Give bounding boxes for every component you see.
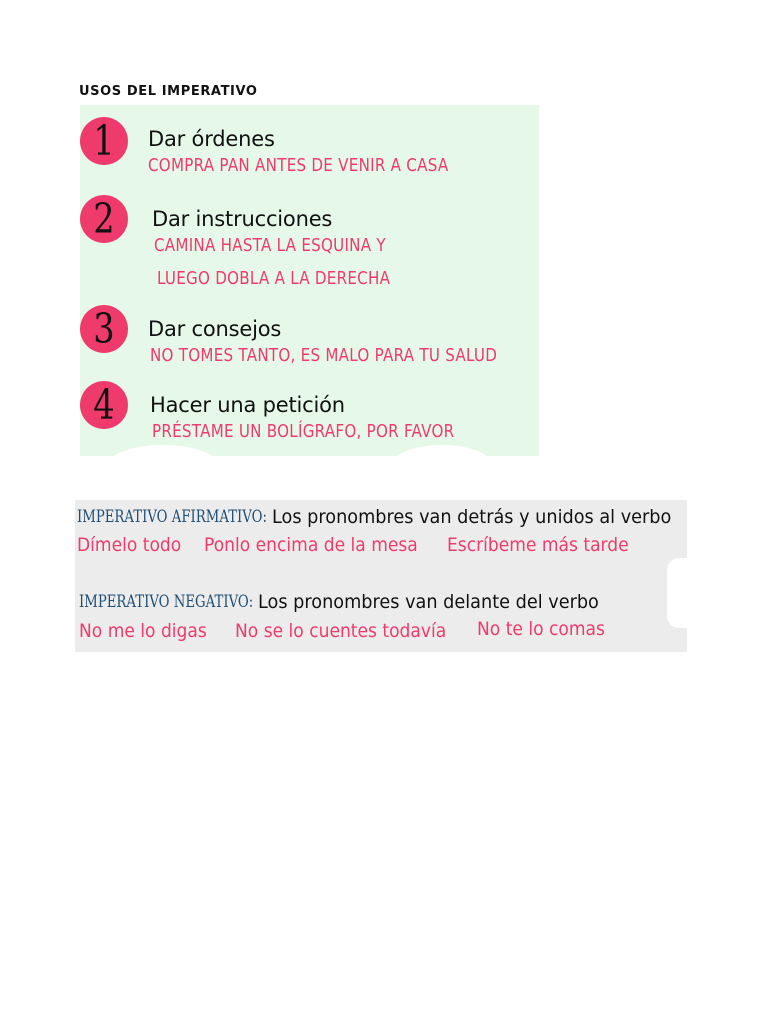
badge-number: 4 — [93, 381, 115, 429]
negative-rule: Los pronombres van delante del verbo — [258, 591, 599, 613]
number-badge-4 — [80, 381, 128, 429]
affirmative-example-3: Escríbeme más tarde — [447, 534, 629, 556]
affirmative-label: IMPERATIVO AFIRMATIVO: — [77, 507, 267, 527]
uses-card — [80, 105, 539, 456]
pronouns-card — [75, 500, 687, 652]
use-example-1: COMPRA PAN ANTES DE VENIR A CASA — [148, 155, 449, 176]
negative-label: IMPERATIVO NEGATIVO: — [79, 592, 254, 612]
affirmative-example-2: Ponlo encima de la mesa — [204, 534, 418, 556]
affirmative-example-1: Dímelo todo — [77, 534, 182, 556]
negative-example-2: No se lo cuentes todavía — [235, 620, 447, 642]
badge-number: 2 — [93, 195, 115, 243]
number-badge-2 — [80, 195, 128, 243]
number-badge-3 — [80, 305, 128, 353]
affirmative-rule: Los pronombres van detrás y unidos al verbo — [272, 506, 672, 528]
use-title-2: Dar instrucciones — [152, 207, 333, 231]
card-notch-decoration — [667, 558, 687, 628]
badge-number: 1 — [93, 117, 115, 165]
use-title-4: Hacer una petición — [150, 393, 345, 417]
use-title-3: Dar consejos — [148, 317, 282, 341]
number-badge-1 — [80, 117, 128, 165]
cloud-decoration-left — [108, 445, 218, 456]
cloud-decoration-right — [392, 445, 492, 456]
use-example-2-line-2: LUEGO DOBLA A LA DERECHA — [157, 268, 391, 289]
use-example-4: PRÉSTAME UN BOLÍGRAFO, POR FAVOR — [152, 421, 455, 442]
use-example-3: NO TOMES TANTO, ES MALO PARA TU SALUD — [150, 345, 498, 366]
use-title-1: Dar órdenes — [148, 127, 275, 151]
negative-example-3: No te lo comas — [477, 618, 605, 640]
negative-example-1: No me lo digas — [79, 620, 207, 642]
page-heading: USOS DEL IMPERATIVO — [79, 84, 258, 99]
badge-number: 3 — [93, 305, 115, 353]
use-example-2-line-1: CAMINA HASTA LA ESQUINA Y — [154, 235, 386, 256]
